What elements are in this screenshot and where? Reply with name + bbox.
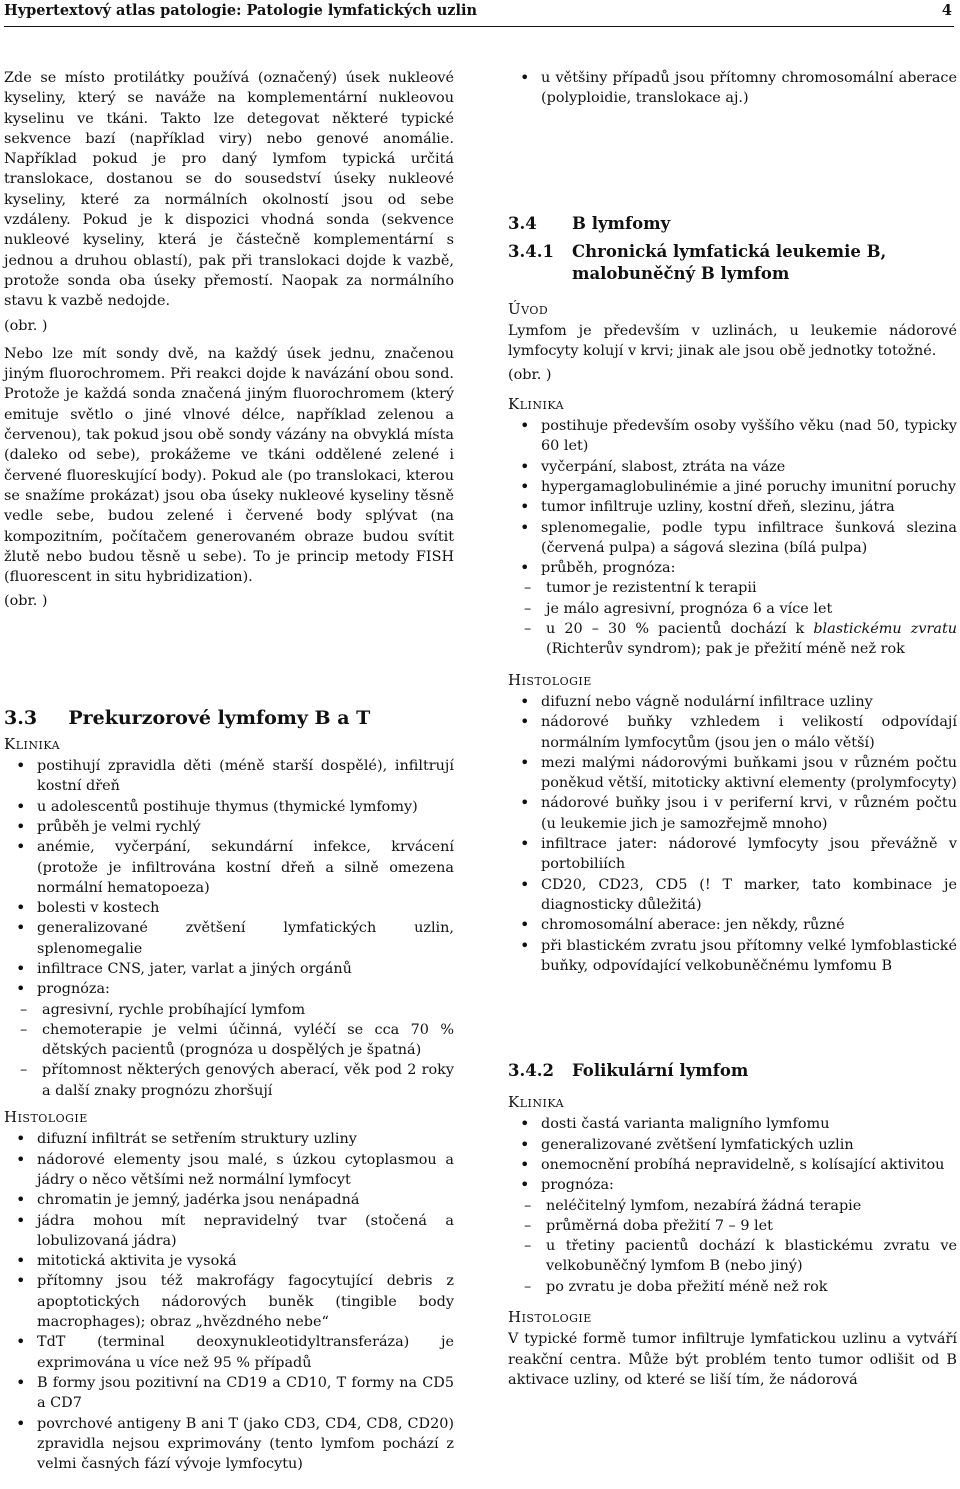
paragraph-fish-two-probes: Nebo lze mít sondy dvě, na každý úsek jednu, značenou jiným fluorochromem. Při reakci dojde k navázání obou sond. Protože je každá sonda značená jiným fluorochromem (který emituje světlo o jiné vlnové délce, například zelenou a červenou), tak pokud jsou obě sondy vázány na obvyklá místa (daleko od sebe), prokážeme ve tkáni oddělené zelené i červené fluoreskující body). Pokud ale (po translokaci, kterou se snažíme prokázat) jsou oba úseky nukleové kyseliny těsně vedle sebe, budou zelené i červené body splývat (na kompozitním, počítačem generovaném obraze budou svítit žlutě nebo budou těsně u sebe). To je princip metody FISH (fluorescent in situ hybridization).: [4, 345, 454, 586]
header-title: Hypertextový atlas patologie: Patologie lymfatických uzlin: [4, 2, 478, 19]
list-item: • postihuje především osoby vyššího věku (nad 50, typicky 60 let): [508, 416, 957, 457]
list-item: • nádorové elementy jsou malé, s úzkou cytoplasmou a jádry o něco většími než normální lymfocyt: [4, 1150, 454, 1191]
list-item: • splenomegalie, podle typu infiltrace šunková slezina (červená pulpa) a ságová slezina (bílá pulpa): [508, 518, 957, 559]
list-item: • mezi malými nádorovými buňkami jsou v různém počtu poněkud větší, mitoticky aktivní elementy (prolymfocyty): [508, 753, 957, 794]
figure-reference: (obr. ): [4, 317, 48, 334]
list-item: • dosti častá varianta maligního lymfomu: [508, 1114, 957, 1134]
section-3-4-2-heading: [508, 1060, 957, 1082]
list-item: • infiltrace CNS, jater, varlat a jiných orgánů: [4, 959, 454, 979]
list-item: • difuzní infiltrát se setřením struktury uzliny: [4, 1129, 454, 1149]
histologie-label: Histologie: [508, 670, 592, 689]
uvod-paragraph: Lymfom je především v uzlinách, u leukemie nádorové lymfocyty kolují v krvi; jinak ale jsou obě jednotky totožné.: [508, 322, 957, 360]
prognoza-label: prognóza:: [37, 981, 110, 998]
list-item: • vyčerpání, slabost, ztráta na váze: [508, 457, 957, 477]
aberace-list: [508, 68, 957, 109]
section-title: Prekurzorové lymfomy B a T: [68, 706, 371, 729]
section-number: 3.4: [508, 213, 537, 233]
emphasis: blastickému zvratu: [813, 621, 957, 638]
list-item: • B formy jsou pozitivní na CD19 a CD10, T formy na CD5 a CD7: [4, 1373, 454, 1414]
list-item: – průměrná doba přežití 7 – 9 let: [508, 1216, 957, 1236]
list-item: – přítomnost některých genových aberací, věk pod 2 roky a další znaky prognózu zhoršují: [4, 1060, 454, 1101]
list-item: – po zvratu je doba přežití méně než rok: [508, 1277, 957, 1297]
list-item: • u většiny případů jsou přítomny chromosomální aberace (polyploidie, translokace aj.): [508, 68, 957, 109]
list-item: – agresivní, rychle probíhající lymfom: [4, 1000, 454, 1020]
klinika-label: Klinika: [4, 734, 61, 753]
prubeh-label: průběh, prognóza:: [541, 560, 676, 577]
page-number: 4: [941, 2, 952, 19]
list-item: [508, 1175, 957, 1297]
list-item: • onemocnění probíhá nepravidelně, s kolísající aktivitou: [508, 1155, 957, 1175]
list-item: [508, 619, 957, 660]
list-item: • hypergamaglobulinémie a jiné poruchy imunitní poruchy: [508, 477, 957, 497]
list-item: • nádorové buňky vzhledem i velikostí odpovídají normálním lymfocytům (jsou jen o málo větší): [508, 712, 957, 753]
running-header: [4, 0, 954, 27]
list-item: – u třetiny pacientů dochází k blastickému zvratu ve velkobuněčný lymfom B (nebo jiný): [508, 1236, 957, 1277]
uvod-label: Úvod: [508, 299, 549, 318]
list-item: • postihují zpravidla děti (méně starší dospělé), infiltrují kostní dřeň: [4, 756, 454, 797]
section-number: 3.4.2: [508, 1061, 554, 1081]
histologie-label: Histologie: [508, 1308, 592, 1327]
prubeh-list: [508, 578, 957, 659]
list-item: • CD20, CD23, CD5 (! T marker, tato kombinace je diagnosticky důležitá): [508, 875, 957, 916]
list-item: – je málo agresivní, prognóza 6 a více let: [508, 599, 957, 619]
prognoza-label: prognóza:: [541, 1177, 614, 1194]
list-item: • infiltrace jater: nádorové lymfocyty jsou převážně v portobiliích: [508, 834, 957, 875]
histologie-paragraph: V typické formě tumor infiltruje lymfatickou uzlinu a vytváří reakční centra. Může být problém tento tumor odlišit od B aktivace uzliny, od které se liší tím, že nádorová: [508, 1331, 957, 1388]
list-item: • povrchové antigeny B ani T (jako CD3, CD4, CD8, CD20) zpravidla nejsou exprimovány (tento lymfom pochází z velmi časných fází vývoje lymfocytu): [4, 1414, 454, 1475]
list-item: – chemoterapie je velmi účinná, vyléčí se cca 70 % dětských pacientů (prognóza u dospělých je špatná): [4, 1020, 454, 1061]
list-item: • nádorové buňky jsou i v periferní krvi, v různém počtu (u leukemie jich je samozřejmě mnoho): [508, 793, 957, 834]
histologie-list: [4, 1129, 454, 1474]
section-title: Folikulární lymfom: [572, 1061, 749, 1081]
histologie-list: [508, 692, 957, 976]
klinika-label: Klinika: [508, 394, 565, 413]
figure-reference: (obr. ): [508, 367, 552, 384]
section-3-4-heading: [508, 213, 957, 235]
figure-reference: (obr. ): [4, 593, 48, 610]
section-3-3-heading: [4, 706, 454, 730]
section-number: 3.4.1: [508, 241, 554, 261]
klinika-list: [4, 756, 454, 1101]
list-item: • TdT (terminal deoxynukleotidyltransferáza) je exprimována u více než 95 % případů: [4, 1332, 454, 1373]
list-item: [508, 558, 957, 659]
right-column: [508, 68, 957, 1390]
list-item: • při blastickém zvratu jsou přítomny velké lymfoblastické buňky, odpovídající velkobuněčnému lymfomu B: [508, 936, 957, 977]
list-item: • generalizované zvětšení lymfatických uzlin: [508, 1135, 957, 1155]
list-item: – neléčitelný lymfom, nezabírá žádná terapie: [508, 1196, 957, 1216]
prognoza-list: [4, 1000, 454, 1101]
list-item: • tumor infiltruje uzliny, kostní dřeň, slezinu, játra: [508, 497, 957, 517]
list-item: • anémie, vyčerpání, sekundární infekce, krvácení (protože je infiltrována kostní dřeň a silně omezena normální hematopoeza): [4, 837, 454, 898]
list-item: [4, 979, 454, 1101]
list-item: • u adolescentů postihuje thymus (thymické lymfomy): [4, 797, 454, 817]
section-number: 3.3: [4, 706, 38, 729]
list-item: • difuzní nebo vágně nodulární infiltrace uzliny: [508, 692, 957, 712]
left-column: [4, 68, 454, 1474]
section-title: Chronická lymfatická leukemie B, malobuněčný B lymfom: [572, 241, 887, 283]
klinika-list: [508, 1114, 957, 1297]
list-item: • generalizované zvětšení lymfatických uzlin, splenomegalie: [4, 918, 454, 959]
list-item: • přítomny jsou též makrofágy fagocytující debris z apoptotických nádorových buněk (tingible body macrophages); obraz „hvězdného nebe“: [4, 1271, 454, 1332]
list-item: • mitotická aktivita je vysoká: [4, 1251, 454, 1271]
list-item: • jádra mohou mít nepravidelný tvar (stočená a lobulizovaná jádra): [4, 1211, 454, 1252]
prognoza-list: [508, 1196, 957, 1297]
text-run: (Richterův syndrom); pak je přežití méně než rok: [546, 641, 905, 658]
text-run: u 20 – 30 % pacientů dochází k: [546, 621, 814, 638]
histologie-label: Histologie: [4, 1108, 88, 1127]
list-item: – tumor je rezistentní k terapii: [508, 578, 957, 598]
list-item: • chromosomální aberace: jen někdy, různé: [508, 915, 957, 935]
list-item: • průběh je velmi rychlý: [4, 817, 454, 837]
paragraph-fish-intro: Zde se místo protilátky používá (označený) úsek nukleové kyseliny, který se naváže na komplementární nukleovou kyselinu ve tkáni. Takto lze detegovat některé typické sekvence bazí (například viry) nebo genové anomálie. Například pokud je pro daný lymfom typická určitá translokace, dostanou se do sousedství úseky nukleové kyseliny, které za normálních okolností jsou od sebe vzdáleny. Pokud je k dispozici vhodná sonda (sekvence nukleové kyseliny, která je částečně komplementární s jednou a druhou oblastí), pak při translokaci dojde k vazbě, protože sonda oba úseky přemostí. Naopak za normálního stavu k vazbě nedojde.: [4, 70, 454, 310]
list-item: • bolesti v kostech: [4, 898, 454, 918]
section-3-4-1-heading: [508, 241, 957, 285]
section-title: B lymfomy: [572, 213, 671, 233]
klinika-label: Klinika: [508, 1093, 565, 1112]
list-item: • chromatin je jemný, jadérka jsou nenápadná: [4, 1190, 454, 1210]
klinika-list: [508, 416, 957, 660]
